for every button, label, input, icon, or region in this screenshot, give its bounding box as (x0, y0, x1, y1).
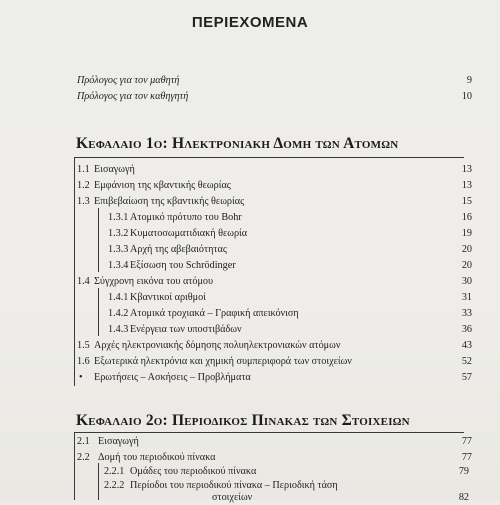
entry-title: Πρόλογος για τον μαθητή (77, 75, 180, 86)
indent-rule (98, 208, 99, 272)
toc-entry (0, 227, 500, 241)
toc-entry (0, 355, 500, 369)
toc-entry (0, 211, 500, 225)
entry-page: 79 (458, 466, 469, 477)
entry-title: Ομάδες του περιοδικού πίνακα (130, 466, 257, 477)
left-rule (74, 432, 75, 500)
entry-number: 1.4 (77, 276, 90, 287)
entry-number: 1.4.3 (108, 324, 129, 335)
entry-page: 9 (466, 75, 472, 86)
entry-page: 13 (461, 164, 472, 175)
toc-entry (0, 179, 500, 193)
page-title: ΠΕΡΙΕΧΟΜΕΝΑ (191, 14, 309, 31)
entry-title: Ενέργεια των υποστιβάδων (130, 324, 242, 335)
entry-title: Αρχές ηλεκτρονιακής δόμησης πολυηλεκτρονιακών ατόμων (94, 340, 341, 351)
indent-rule (98, 288, 99, 336)
entry-number: 1.3.4 (108, 260, 129, 271)
indent-rule (98, 463, 99, 500)
entry-number: 1.4.2 (108, 308, 129, 319)
entry-title: Σύγχρονη εικόνα του ατόμου (94, 276, 214, 287)
entry-title: Εμφάνιση της κβαντικής θεωρίας (94, 180, 231, 191)
entry-page: 77 (461, 436, 472, 447)
entry-title: Πρόλογος για τον καθηγητή (77, 91, 189, 102)
toc-entry (0, 275, 500, 289)
entry-number: 2.1 (77, 436, 90, 447)
toc-entry (0, 339, 500, 353)
toc-entry (0, 90, 500, 104)
toc-entry (0, 491, 500, 505)
entry-title: Επιβεβαίωση της κβαντικής θεωρίας (94, 196, 245, 207)
entry-number: 1.3 (77, 196, 90, 207)
toc-entry (0, 435, 500, 449)
toc-entry (0, 291, 500, 305)
entry-page: 36 (461, 324, 472, 335)
entry-page: 13 (461, 180, 472, 191)
entry-page: 20 (461, 260, 472, 271)
toc-entry (0, 307, 500, 321)
divider (74, 432, 464, 433)
entry-title: Κβαντικοί αριθμοί (130, 292, 206, 303)
toc-entry (0, 195, 500, 209)
entry-page: 30 (461, 276, 472, 287)
toc-entry (0, 259, 500, 273)
entry-page: 52 (461, 356, 472, 367)
left-rule (74, 157, 75, 386)
entry-number: 1.3.1 (108, 212, 129, 223)
entry-number: 1.3.2 (108, 228, 129, 239)
entry-page: 33 (461, 308, 472, 319)
entry-title: Δομή του περιοδικού πίνακα (98, 452, 216, 463)
entry-title-continued: στοιχείων (212, 492, 253, 503)
toc-entry (0, 451, 500, 465)
entry-page: 19 (461, 228, 472, 239)
entry-number: 1.1 (77, 164, 90, 175)
chapter-heading: Κεφαλαιο 2ο: Περιοδικος Πινακας των Στοιχειων (76, 412, 410, 429)
entry-page: 57 (461, 372, 472, 383)
toc-entry (0, 371, 500, 385)
chapter-heading: Κεφαλαιο 1ο: Ηλεκτρονιακη Δομη των Ατομων (76, 135, 399, 152)
entry-number: 1.5 (77, 340, 90, 351)
entry-page: 77 (461, 452, 472, 463)
entry-number: 1.3.3 (108, 244, 129, 255)
toc-entry (0, 163, 500, 177)
entry-page: 43 (461, 340, 472, 351)
entry-title: Εξίσωση του Schrödinger (130, 260, 236, 271)
entry-page: 16 (461, 212, 472, 223)
entry-title: Κυματοσωματιδιακή θεωρία (130, 228, 248, 239)
toc-entry (0, 323, 500, 337)
entry-title: Ατομικό πρότυπο του Bohr (130, 212, 242, 223)
entry-number: 2.2 (77, 452, 90, 463)
entry-title: Εξωτερικά ηλεκτρόνια και χημική συμπεριφορά των στοιχείων (94, 356, 352, 367)
entry-number: 2.2.1 (104, 466, 125, 477)
entry-number: • (79, 372, 83, 383)
entry-title: Ερωτήσεις – Ασκήσεις – Προβλήματα (94, 372, 251, 383)
entry-title: Εισαγωγή (94, 164, 135, 175)
entry-title: Ατομικά τροχιακά – Γραφική απεικόνιση (130, 308, 299, 319)
toc-entry (0, 74, 500, 88)
entry-number: 1.2 (77, 180, 90, 191)
entry-page: 31 (461, 292, 472, 303)
entry-title: Αρχή της αβεβαιότητας (130, 244, 227, 255)
entry-number: 2.2.2 (104, 480, 125, 491)
entry-title: Εισαγωγή (98, 436, 139, 447)
entry-number: 1.6 (77, 356, 90, 367)
entry-page: 82 (458, 492, 469, 503)
entry-page: 10 (461, 91, 472, 102)
entry-title: Περίοδοι του περιοδικού πίνακα – Περιοδική τάση (130, 480, 338, 491)
entry-page: 15 (461, 196, 472, 207)
toc-entry (0, 465, 500, 479)
divider (74, 157, 464, 158)
toc-entry (0, 243, 500, 257)
entry-page: 20 (461, 244, 472, 255)
entry-number: 1.4.1 (108, 292, 129, 303)
